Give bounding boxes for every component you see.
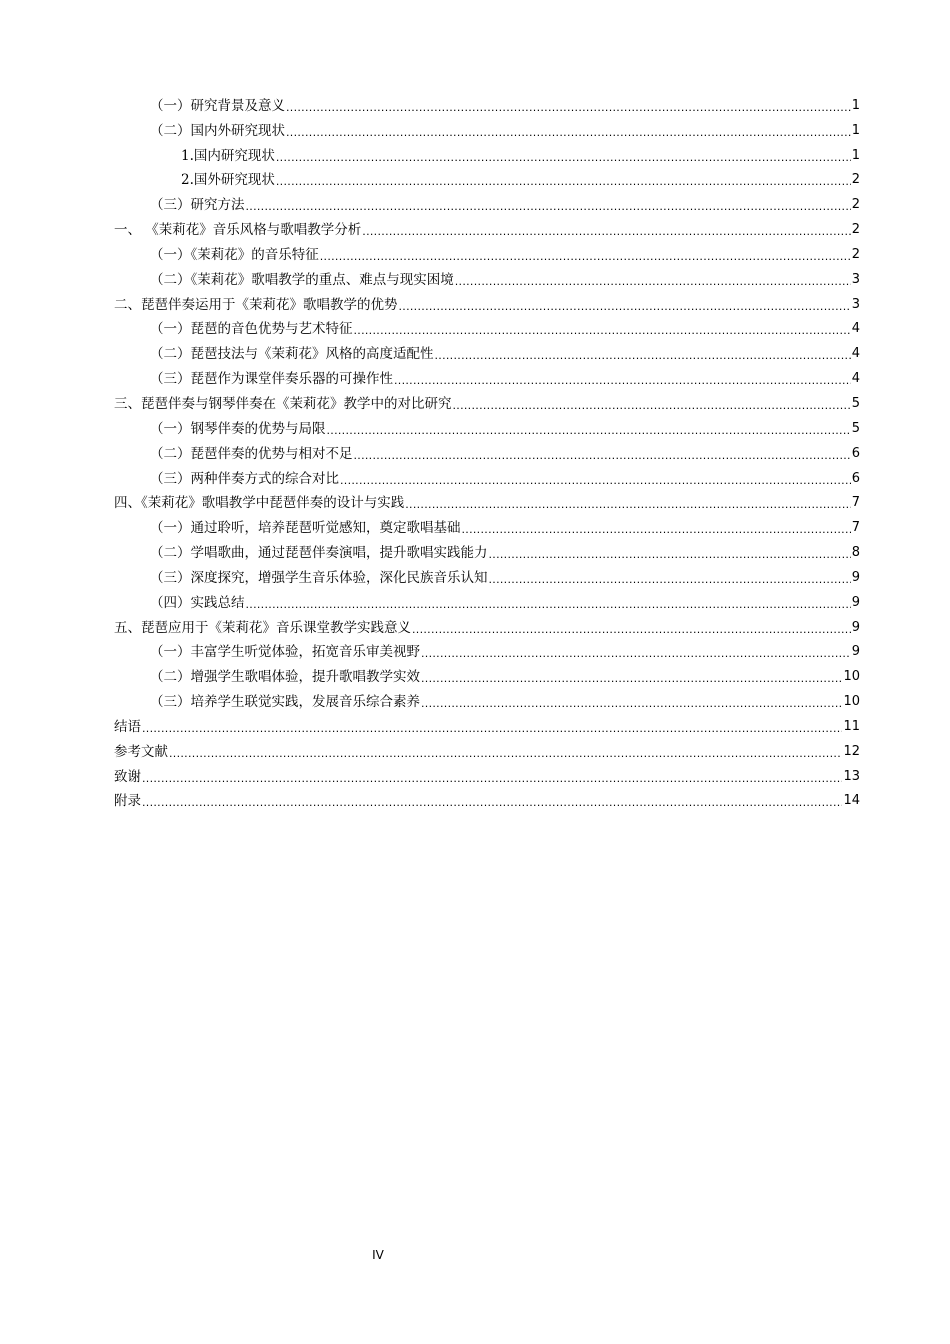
toc-section-entry[interactable] bbox=[114, 364, 860, 389]
toc-entry-page: 5 bbox=[851, 420, 860, 436]
toc-dot-leader bbox=[286, 100, 851, 116]
toc-entry-title: （二）琵琶伴奏的优势与相对不足 bbox=[150, 445, 353, 462]
toc-entry-page: 10 bbox=[843, 694, 860, 710]
toc-chapter-entry[interactable] bbox=[114, 762, 860, 787]
toc-entry-page: 2 bbox=[851, 222, 860, 238]
toc-dot-leader bbox=[462, 522, 851, 538]
toc-entry-page: 8 bbox=[851, 545, 860, 561]
toc-entry-title: 四、《茉莉花》歌唱教学中琵琶伴奏的设计与实践 bbox=[114, 495, 405, 512]
toc-section-entry[interactable] bbox=[114, 662, 860, 687]
toc-entry-title: （三）琵琶作为课堂伴奏乐器的可操作性 bbox=[150, 371, 393, 388]
toc-entry-title: 二、琵琶伴奏运用于《茉莉花》歌唱教学的优势 bbox=[114, 296, 398, 313]
toc-section-entry[interactable] bbox=[114, 339, 860, 364]
toc-dot-leader bbox=[399, 299, 851, 315]
toc-dot-leader bbox=[455, 274, 851, 290]
toc-section-entry[interactable] bbox=[114, 116, 860, 141]
toc-section-entry[interactable] bbox=[114, 91, 860, 116]
toc-dot-leader bbox=[142, 721, 842, 737]
toc-entry-page: 7 bbox=[851, 495, 860, 511]
toc-entry-page: 4 bbox=[851, 321, 860, 337]
toc-section-entry[interactable] bbox=[114, 439, 860, 464]
toc-entry-title: （二）《茉莉花》歌唱教学的重点、难点与现实困境 bbox=[150, 271, 454, 288]
toc-chapter-entry[interactable] bbox=[114, 215, 860, 240]
toc-dot-leader bbox=[246, 199, 851, 215]
toc-entry-page: 2 bbox=[851, 197, 860, 213]
toc-section-entry[interactable] bbox=[114, 190, 860, 215]
toc-entry-page: 9 bbox=[851, 619, 860, 635]
toc-entry-page: 6 bbox=[851, 445, 860, 461]
toc-dot-leader bbox=[421, 646, 851, 662]
toc-dot-leader bbox=[362, 224, 850, 240]
toc-entry-title: 三、琵琶伴奏与钢琴伴奏在《茉莉花》教学中的对比研究 bbox=[114, 395, 452, 412]
toc-section-entry[interactable] bbox=[114, 166, 860, 191]
toc-section-entry[interactable] bbox=[114, 563, 860, 588]
toc-entry-page: 4 bbox=[851, 346, 860, 362]
toc-entry-title: （二）国内外研究现状 bbox=[150, 122, 285, 139]
toc-entry-title: （一）《茉莉花》的音乐特征 bbox=[150, 246, 319, 263]
toc-dot-leader bbox=[354, 323, 851, 339]
toc-dot-leader bbox=[489, 547, 851, 563]
toc-chapter-entry[interactable] bbox=[114, 737, 860, 762]
toc-entry-page: 10 bbox=[843, 669, 860, 685]
table-of-contents bbox=[114, 91, 860, 811]
toc-entry-page: 3 bbox=[851, 296, 860, 312]
toc-entry-title: 2.国外研究现状 bbox=[181, 172, 275, 189]
toc-entry-title: 致谢 bbox=[114, 768, 141, 785]
toc-entry-page: 11 bbox=[843, 718, 860, 734]
toc-dot-leader bbox=[340, 473, 851, 489]
toc-chapter-entry[interactable] bbox=[114, 787, 860, 812]
toc-section-entry[interactable] bbox=[114, 588, 860, 613]
toc-entry-page: 9 bbox=[851, 644, 860, 660]
toc-entry-title: （三）研究方法 bbox=[150, 197, 245, 214]
toc-dot-leader bbox=[276, 150, 851, 166]
toc-dot-leader bbox=[169, 746, 842, 762]
toc-entry-title: （一）琵琶的音色优势与艺术特征 bbox=[150, 321, 353, 338]
toc-entry-title: （一）通过聆听，培养琵琶听觉感知，奠定歌唱基础 bbox=[150, 520, 461, 537]
toc-entry-page: 14 bbox=[843, 793, 860, 809]
toc-entry-page: 4 bbox=[851, 371, 860, 387]
toc-dot-leader bbox=[286, 125, 851, 141]
toc-entry-page: 12 bbox=[843, 743, 860, 759]
toc-dot-leader bbox=[453, 398, 851, 414]
toc-entry-page: 2 bbox=[851, 172, 860, 188]
toc-entry-page: 9 bbox=[851, 569, 860, 585]
toc-dot-leader bbox=[435, 348, 851, 364]
toc-entry-title: （四）实践总结 bbox=[150, 594, 245, 611]
toc-entry-title: 附录 bbox=[114, 793, 141, 810]
toc-chapter-entry[interactable] bbox=[114, 489, 860, 514]
toc-dot-leader bbox=[320, 249, 851, 265]
toc-entry-title: （三）深度探究，增强学生音乐体验，深化民族音乐认知 bbox=[150, 569, 488, 586]
toc-dot-leader bbox=[276, 174, 851, 190]
toc-dot-leader bbox=[412, 622, 851, 638]
toc-entry-page: 13 bbox=[843, 768, 860, 784]
toc-dot-leader bbox=[354, 448, 851, 464]
toc-section-entry[interactable] bbox=[114, 687, 860, 712]
toc-dot-leader bbox=[142, 771, 842, 787]
toc-section-entry[interactable] bbox=[114, 464, 860, 489]
toc-chapter-entry[interactable] bbox=[114, 389, 860, 414]
toc-section-entry[interactable] bbox=[114, 315, 860, 340]
toc-entry-title: （二）增强学生歌唱体验，提升歌唱教学实效 bbox=[150, 669, 420, 686]
toc-dot-leader bbox=[405, 497, 850, 513]
toc-dot-leader bbox=[421, 671, 842, 687]
toc-entry-page: 1 bbox=[851, 147, 860, 163]
page-number: IV bbox=[372, 1248, 384, 1262]
toc-section-entry[interactable] bbox=[114, 240, 860, 265]
toc-section-entry[interactable] bbox=[114, 265, 860, 290]
toc-entry-page: 6 bbox=[851, 470, 860, 486]
toc-entry-page: 7 bbox=[851, 520, 860, 536]
toc-entry-title: 结语 bbox=[114, 718, 141, 735]
toc-section-entry[interactable] bbox=[114, 638, 860, 663]
toc-dot-leader bbox=[327, 423, 851, 439]
toc-chapter-entry[interactable] bbox=[114, 613, 860, 638]
toc-entry-page: 1 bbox=[851, 122, 860, 138]
toc-entry-page: 9 bbox=[851, 594, 860, 610]
toc-entry-title: （二）琵琶技法与《茉莉花》风格的高度适配性 bbox=[150, 346, 434, 363]
toc-dot-leader bbox=[142, 795, 842, 811]
toc-section-entry[interactable] bbox=[114, 141, 860, 166]
toc-entry-page: 3 bbox=[851, 271, 860, 287]
toc-entry-title: （一）丰富学生听觉体验，拓宽音乐审美视野 bbox=[150, 644, 420, 661]
toc-entry-page: 2 bbox=[851, 246, 860, 262]
toc-entry-page: 5 bbox=[851, 395, 860, 411]
toc-section-entry[interactable] bbox=[114, 414, 860, 439]
toc-dot-leader bbox=[489, 572, 851, 588]
toc-dot-leader bbox=[421, 696, 842, 712]
toc-dot-leader bbox=[394, 373, 851, 389]
toc-entry-page: 1 bbox=[851, 97, 860, 113]
toc-section-entry[interactable] bbox=[114, 538, 860, 563]
toc-entry-title: 参考文献 bbox=[114, 743, 168, 760]
toc-entry-title: （三）培养学生联觉实践，发展音乐综合素养 bbox=[150, 694, 420, 711]
toc-dot-leader bbox=[246, 597, 851, 613]
toc-entry-title: （一）研究背景及意义 bbox=[150, 97, 285, 114]
toc-entry-title: 1.国内研究现状 bbox=[181, 147, 275, 164]
toc-entry-title: （一）钢琴伴奏的优势与局限 bbox=[150, 420, 326, 437]
toc-chapter-entry[interactable] bbox=[114, 290, 860, 315]
toc-chapter-entry[interactable] bbox=[114, 712, 860, 737]
toc-section-entry[interactable] bbox=[114, 513, 860, 538]
toc-entry-title: （二）学唱歌曲，通过琵琶伴奏演唱，提升歌唱实践能力 bbox=[150, 545, 488, 562]
toc-entry-title: 五、琵琶应用于《茉莉花》音乐课堂教学实践意义 bbox=[114, 619, 411, 636]
toc-entry-title: （三）两种伴奏方式的综合对比 bbox=[150, 470, 339, 487]
toc-entry-title: 一、 《茉莉花》音乐风格与歌唱教学分析 bbox=[114, 222, 362, 239]
